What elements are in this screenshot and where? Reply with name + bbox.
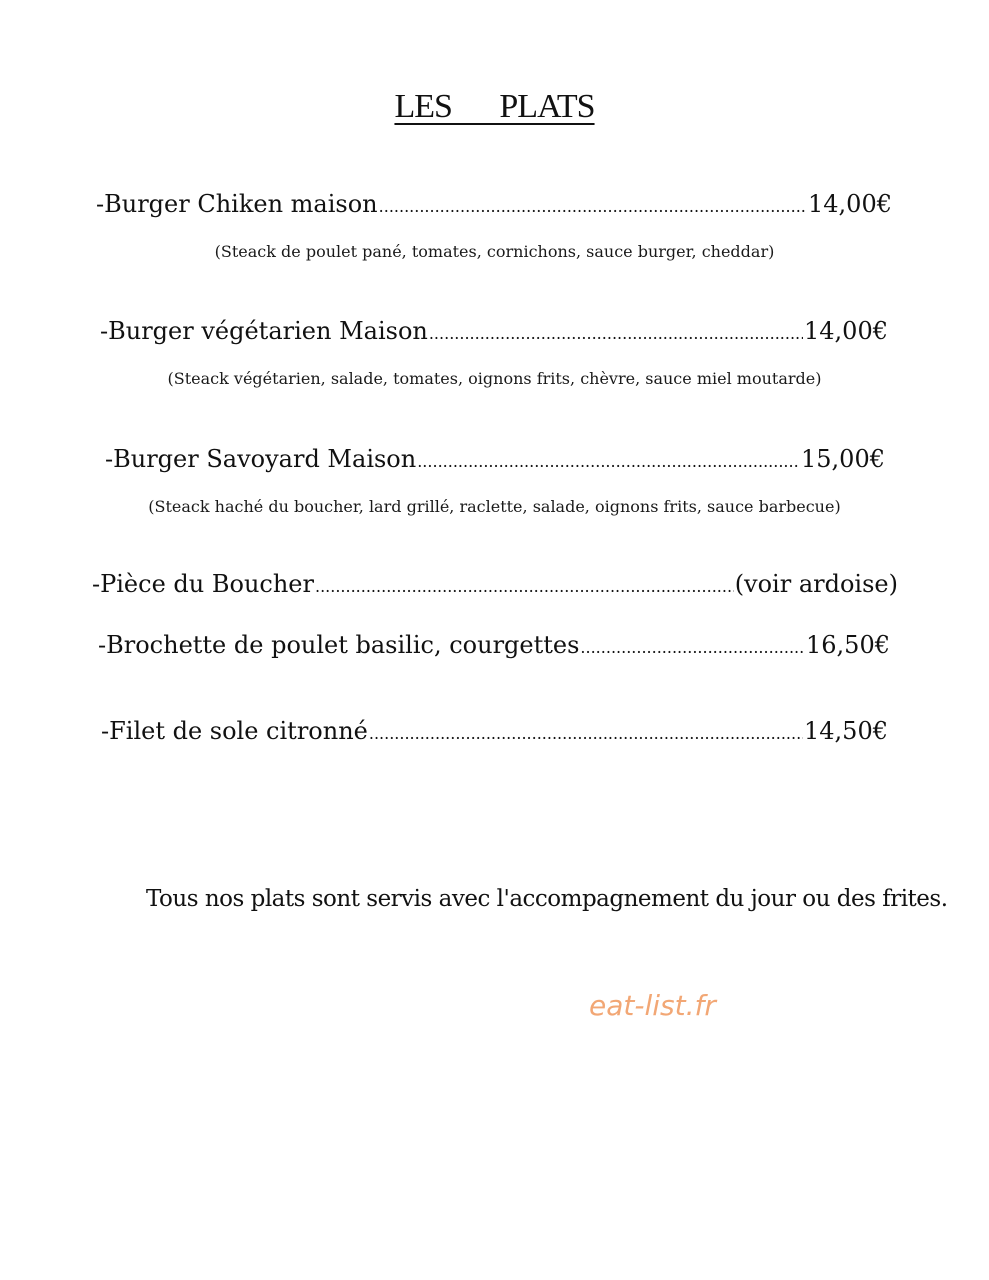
menu-footnote: Tous nos plats sont servis avec l'accompagnement du jour ou des frites. bbox=[146, 886, 948, 912]
menu-item-price: 15,00€ bbox=[801, 445, 885, 473]
menu-title: LES PLATS bbox=[394, 88, 595, 125]
menu-item-name: -Burger végétarien Maison bbox=[100, 317, 428, 345]
menu-item-burger-vegetarien bbox=[100, 315, 888, 350]
dot-leader bbox=[429, 318, 803, 350]
dot-leader bbox=[315, 571, 734, 603]
menu-item-name: -Pièce du Boucher bbox=[92, 570, 314, 598]
menu-item-name: -Brochette de poulet basilic, courgettes bbox=[98, 631, 580, 659]
menu-item-description: (Steack végétarien, salade, tomates, oignons frits, chèvre, sauce miel moutarde) bbox=[167, 369, 822, 388]
menu-item-filet-de-sole bbox=[101, 715, 888, 750]
dot-leader bbox=[369, 718, 803, 750]
menu-item-piece-du-boucher bbox=[92, 568, 898, 603]
menu-item-description: (Steack de poulet pané, tomates, cornichons, sauce burger, cheddar) bbox=[214, 242, 775, 261]
menu-item-burger-savoyard bbox=[105, 443, 885, 478]
menu-item-brochette-poulet bbox=[98, 629, 890, 664]
menu-item-burger-chiken bbox=[96, 188, 892, 223]
menu-item-description: (Steack haché du boucher, lard grillé, raclette, salade, oignons frits, sauce barbecue) bbox=[148, 497, 841, 516]
dot-leader bbox=[580, 632, 805, 664]
menu-item-price: 14,00€ bbox=[804, 317, 888, 345]
menu-item-name: -Burger Savoyard Maison bbox=[105, 445, 417, 473]
menu-item-price: (voir ardoise) bbox=[734, 570, 898, 598]
menu-item-name: -Filet de sole citronné bbox=[101, 717, 368, 745]
dot-leader bbox=[379, 191, 807, 223]
dot-leader bbox=[417, 446, 800, 478]
menu-item-name: -Burger Chiken maison bbox=[96, 190, 378, 218]
watermark-logo: eat-list.fr bbox=[589, 989, 716, 1022]
menu-item-price: 16,50€ bbox=[806, 631, 890, 659]
menu-item-price: 14,00€ bbox=[808, 190, 892, 218]
menu-item-price: 14,50€ bbox=[804, 717, 888, 745]
